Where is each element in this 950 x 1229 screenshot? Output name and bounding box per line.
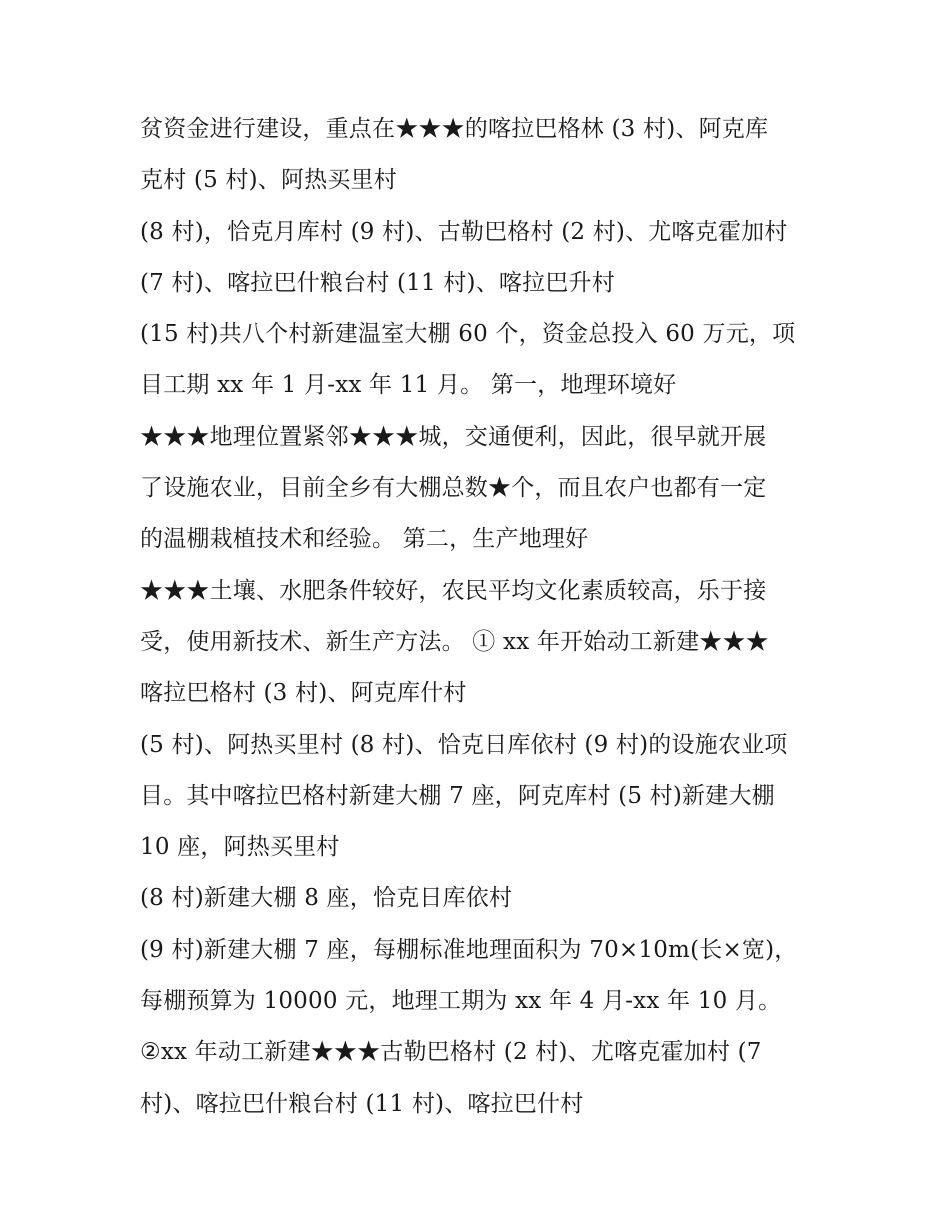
text-line: ★★★地理位置紧邻★★★城，交通便利，因此，很早就开展	[140, 423, 767, 450]
text-line: ★★★土壤、水肥条件较好，农民平均文化素质较高，乐于接	[140, 577, 767, 604]
text-line: 10 座，阿热买里村	[140, 834, 340, 861]
text-line: 了设施农业，目前全乡有大棚总数★个，而且农户也都有一定	[140, 475, 767, 502]
text-line: 的温棚栽植技术和经验。 第二，生产地理好	[140, 526, 589, 553]
text-line: (8 村)新建大棚 8 座，恰克日库依村	[140, 885, 513, 912]
text-line: 目工期 xx 年 1 月-xx 年 11 月。 第一，地理环境好	[140, 372, 677, 399]
text-line: (5 村)、阿热买里村 (8 村)、恰克日库依村 (9 村)的设施农业项	[140, 731, 788, 758]
text-line: (9 村)新建大棚 7 座，每棚标准地理面积为 70×10m(长×宽)，	[140, 936, 798, 963]
text-line: 每棚预算为 10000 元，地理工期为 xx 年 4 月-xx 年 10 月。	[140, 988, 782, 1015]
text-line: (7 村)、喀拉巴什粮台村 (11 村)、喀拉巴升村	[140, 269, 615, 296]
body-text	[140, 104, 830, 1130]
text-line: 喀拉巴格村 (3 村)、阿克库什村	[140, 680, 467, 707]
text-line: 贫资金进行建设，重点在★★★的喀拉巴格林 (3 村)、阿克库	[140, 116, 769, 142]
text-line: (15 村)共八个村新建温室大棚 60 个，资金总投入 60 万元，项	[140, 321, 796, 348]
text-line: 目。其中喀拉巴格村新建大棚 7 座，阿克库村 (5 村)新建大棚	[140, 782, 775, 809]
text-line: 受，使用新技术、新生产方法。 ① xx 年开始动工新建★★★	[140, 628, 769, 655]
text-line: 克村 (5 村)、阿热买里村	[140, 167, 398, 194]
text-line: (8 村)，恰克月库村 (9 村)、古勒巴格村 (2 村)、尤喀克霍加村	[140, 218, 788, 245]
text-line: ②xx 年动工新建★★★古勒巴格村 (2 村)、尤喀克霍加村 (7	[140, 1039, 762, 1066]
text-line: 村)、喀拉巴什粮台村 (11 村)、喀拉巴什村	[140, 1090, 584, 1117]
